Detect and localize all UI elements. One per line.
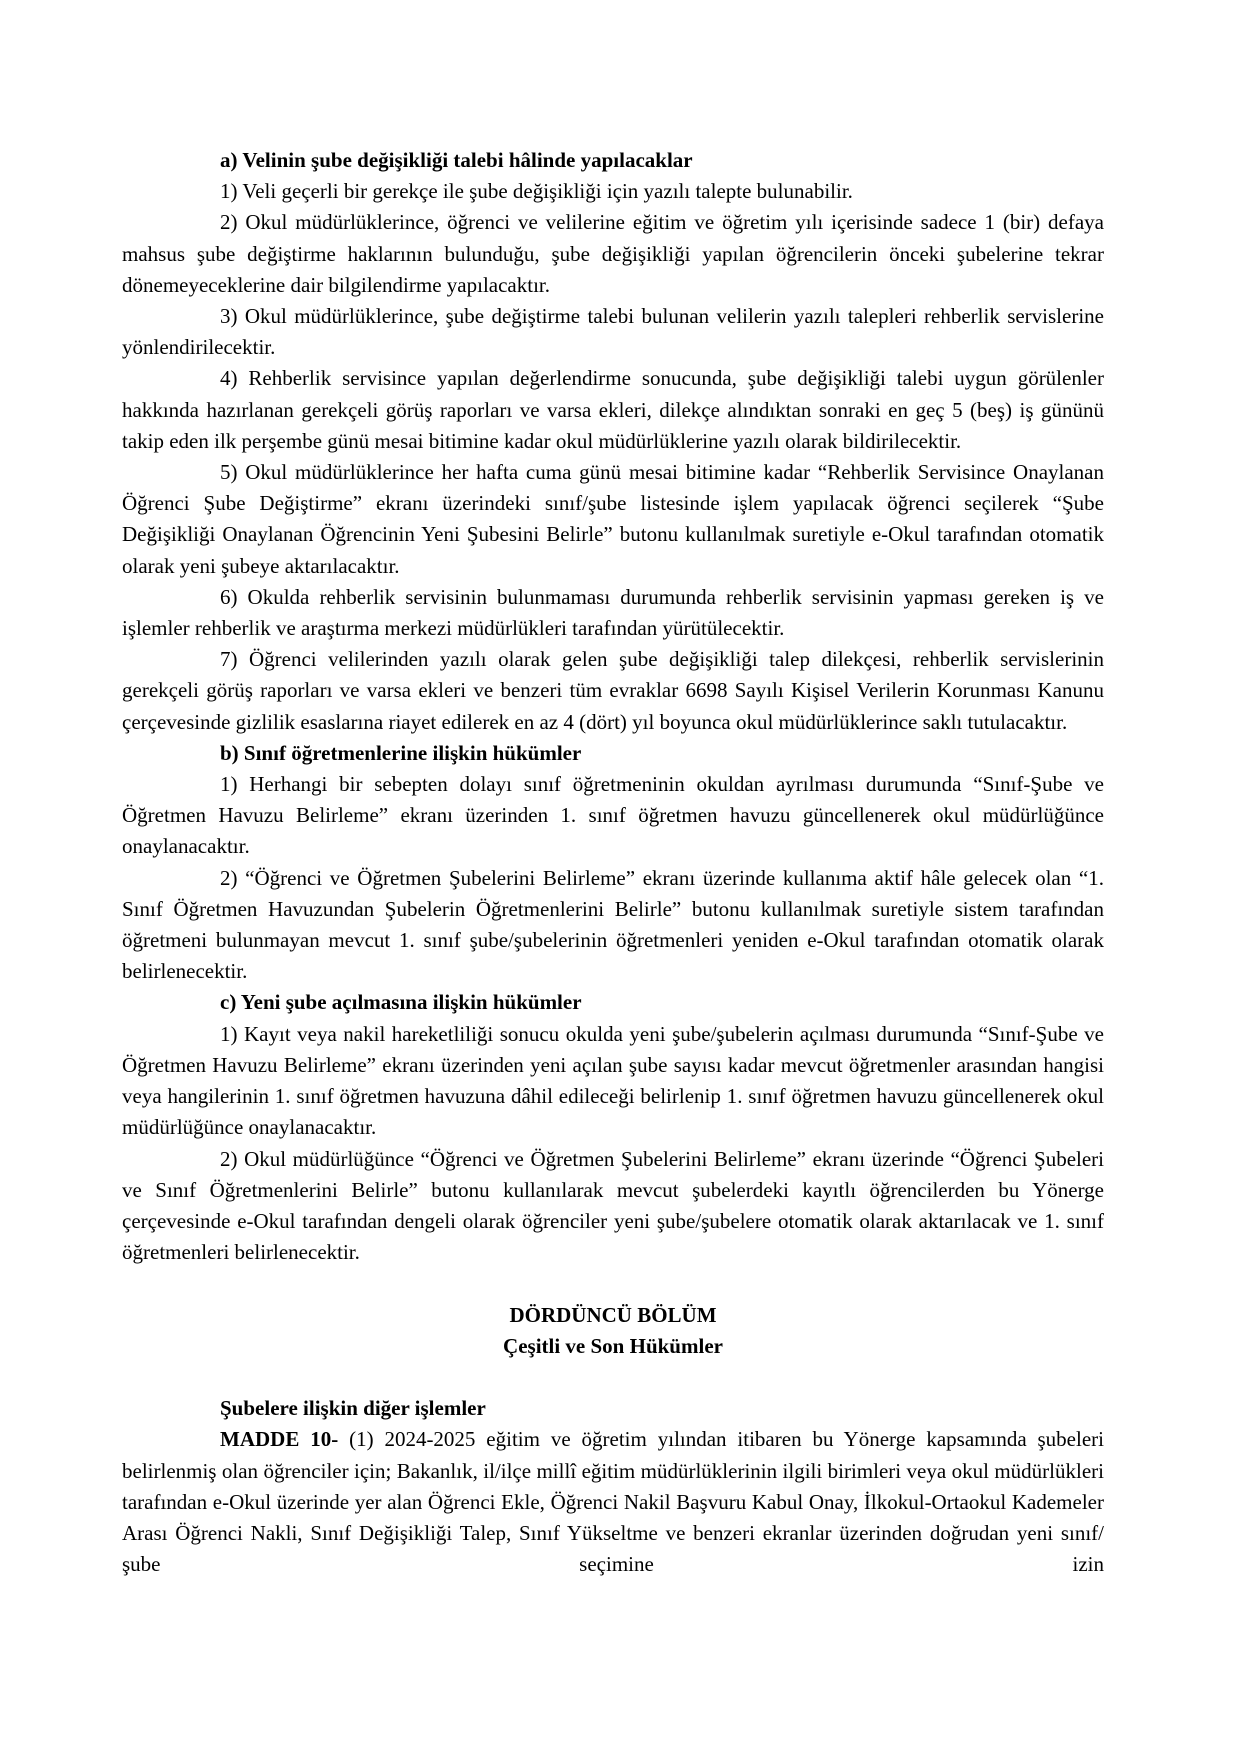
section-a-item-2: 2) Okul müdürlüklerince, öğrenci ve velilerine eğitim ve öğretim yılı içerisinde sadece 1 (bir) defaya mahsus şube değiştirme haklarının bulunduğu, şube değişikliği yapılan öğrencilerin önceki şubelerine tekrar dönemeyeceklerine dair bilgilendirme yapılacaktır.	[122, 210, 1104, 297]
madde-10-paragraph	[122, 1424, 1104, 1580]
chapter-title: DÖRDÜNCÜ BÖLÜM	[509, 1302, 717, 1327]
section-a-heading: a) Velinin şube değişikliği talebi hâlinde yapılacaklar	[220, 148, 693, 172]
section-c-item-1: 1) Kayıt veya nakil hareketliliği sonucu okulda yeni şube/şubelerin açılması durumunda “Sınıf-Şube ve Öğretmen Havuzu Belirleme” ekranı üzerinden yeni açılan şube sayısı kadar mevcut öğretmenler arasından hangisi veya hangilerinin 1. sınıf öğretmen havuzuna dâhil edileceği belirlenip 1. sınıf öğretmen havuzu güncellenerek okul müdürlüğünce onaylanacaktır.	[122, 1021, 1104, 1140]
chapter-subtitle: Çeşitli ve Son Hükümler	[503, 1333, 723, 1358]
madde-10-label: MADDE 10-	[220, 1427, 350, 1452]
section-a-item-3: 3) Okul müdürlüklerince, şube değiştirme talebi bulunan velilerin yazılı talepleri rehberlik servislerine yönlendirilecektir.	[122, 304, 1104, 360]
section-a-item-7: 7) Öğrenci velilerinden yazılı olarak gelen şube değişikliği talep dilekçesi, rehberlik servislerinin gerekçeli görüş raporları ve varsa ekleri ve benzeri tüm evraklar 6698 Sayılı Kişisel Verilerin Korunması Kanunu çerçevesinde gizlilik esaslarına riayet edilerek en az 4 (dört) yıl boyunca okul müdürlüklerince saklı tutulacaktır.	[122, 647, 1104, 734]
section-a-item-5: 5) Okul müdürlüklerince her hafta cuma günü mesai bitimine kadar “Rehberlik Servisince Onaylanan Öğrenci Şube Değiştirme” ekranı üzerindeki sınıf/şube listesinde işlem yapılacak öğrenci seçilerek “Şube Değişikliği Onaylanan Öğrencinin Yeni Şubesini Belirle” butonu kullanılmak suretiyle e-Okul tarafından otomatik olarak yeni şubeye aktarılacaktır.	[122, 460, 1104, 578]
section-b-item-1: 1) Herhangi bir sebepten dolayı sınıf öğretmeninin okuldan ayrılması durumunda “Sınıf-Şube ve Öğretmen Havuzu Belirleme” ekranı üzerinden 1. sınıf öğretmen havuzu güncellenerek okul müdürlüğünce onaylanacaktır.	[122, 772, 1104, 859]
section-a-item-6: 6) Okulda rehberlik servisinin bulunmaması durumunda rehberlik servisinin yapması gereken iş ve işlemler rehberlik ve araştırma merkezi müdürlükleri tarafından yürütülecektir.	[122, 584, 1104, 641]
section-b-heading: b) Sınıf öğretmenlerine ilişkin hükümler	[220, 740, 582, 765]
section-b-item-2: 2) “Öğrenci ve Öğretmen Şubelerini Belirleme” ekranı üzerinde kullanıma aktif hâle gelecek olan “1. Sınıf Öğretmen Havuzundan Şubelerin Öğretmenlerini Belirle” butonu kullanılmak suretiyle sistem tarafından öğretmeni bulunmayan mevcut 1. sınıf şube/şubelerinin öğretmenleri yeniden e-Okul tarafından otomatik olarak belirlenecektir.	[122, 865, 1104, 984]
section-c-item-2: 2) Okul müdürlüğünce “Öğrenci ve Öğretmen Şubelerini Belirleme” ekranı üzerinde “Öğrenci Şubeleri ve Sınıf Öğretmenlerini Belirle” butonu kullanılarak mevcut şubelerdeki kayıtlı öğrencilerden bu Yönerge çerçevesinde e-Okul tarafından dengeli olarak öğrenciler yeni şube/şubelere otomatik olarak aktarılacak ve 1. sınıf öğretmenleri belirlenecektir.	[122, 1146, 1104, 1265]
section-a-item-4: 4) Rehberlik servisince yapılan değerlendirme sonucunda, şube değişikliği talebi uygun görülenler hakkında hazırlanan gerekçeli görüş raporları ve varsa ekleri, dilekçe alındıktan sonraki en geç 5 (beş) iş gününü takip eden ilk perşembe günü mesai bitimine kadar okul müdürlüklerine yazılı olarak bildirilecektir.	[122, 366, 1104, 453]
madde-10-text: (1) 2024-2025 eğitim ve öğretim yılından itibaren bu Yönerge kapsamında şubeleri belirlenmiş olan öğrenciler için; Bakanlık, il/ilçe millî eğitim müdürlüklerinin ilgili birimleri veya okul müdürlükleri tarafından e-Okul üzerinde yer alan Öğrenci Ekle, Öğrenci Nakil Başvuru Kabul Onay, İlkokul-Ortaokul Kademeler Arası Öğrenci Nakli, Sınıf Değişikliği Talep, Sınıf Yükseltme ve benzeri ekranlar üzerinden doğrudan yeni sınıf/şube seçimine izin	[122, 1427, 1104, 1577]
section-c-heading: c) Yeni şube açılmasına ilişkin hükümler	[220, 990, 582, 1015]
closing-subheading: Şubelere ilişkin diğer işlemler	[220, 1396, 486, 1421]
section-a-item-1: 1) Veli geçerli bir gerekçe ile şube değişikliği için yazılı talepte bulunabilir.	[220, 179, 853, 204]
document-content	[122, 145, 1104, 1580]
